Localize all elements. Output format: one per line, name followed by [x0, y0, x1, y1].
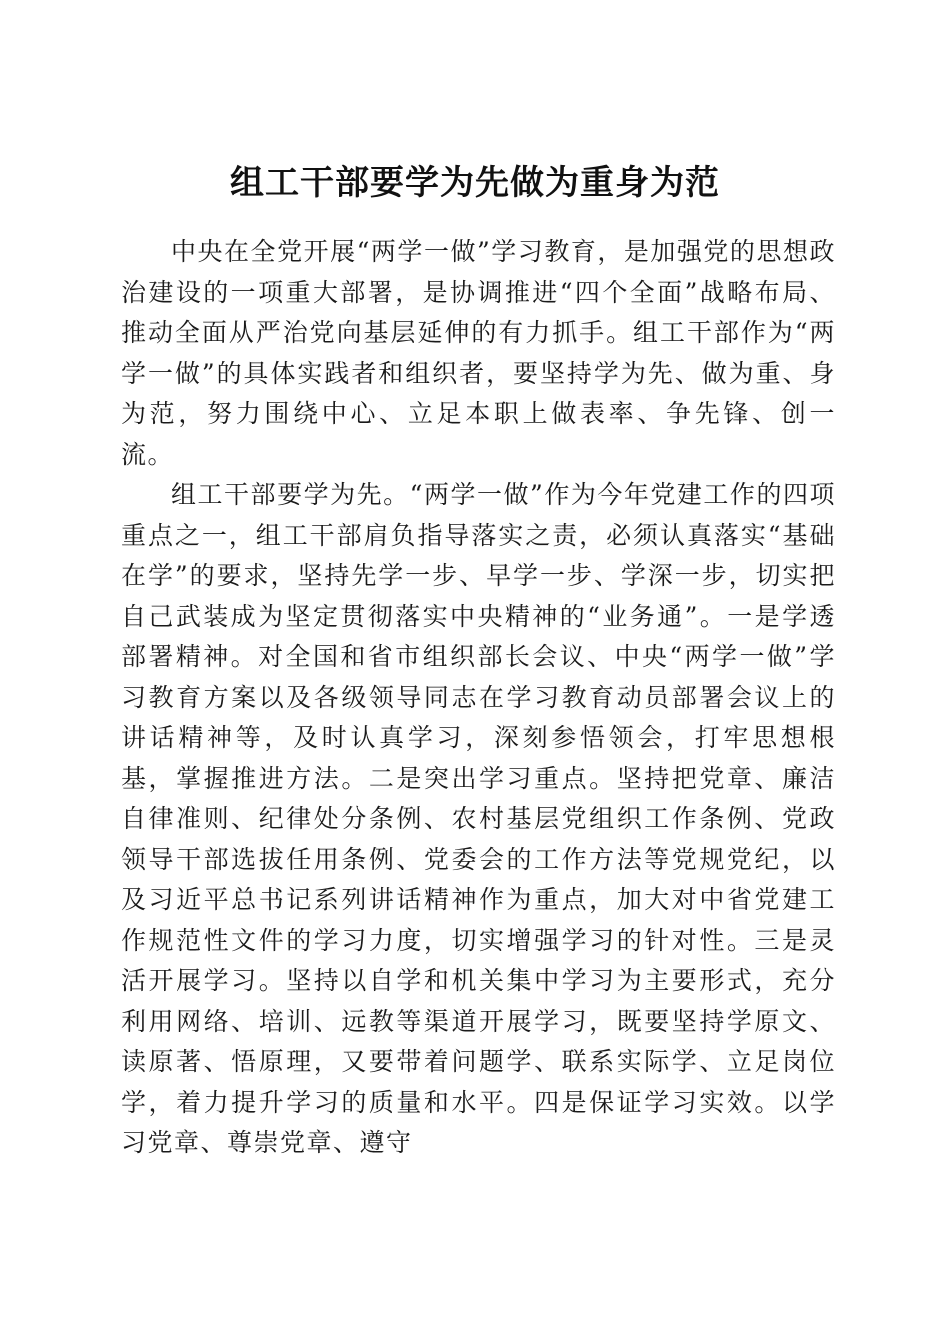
- document-title: 组工干部要学为先做为重身为范: [230, 162, 720, 203]
- paragraph-intro: 中央在全党开展“两学一做”学习教育，是加强党的思想政治建设的一项重大部署，是协调推进“四个全面”战略布局、推动全面从严治党向基层延伸的有力抓手。组工干部作为“两学一做”的具体实践者和组织者，要坚持学为先、做为重、身为范，努力围绕中心、立足本职上做表率、争先锋、创一流。: [121, 237, 836, 469]
- paragraph-study-first: 组工干部要学为先。“两学一做”作为今年党建工作的四项重点之一，组工干部肩负指导落实之责，必须认真落实“基础在学”的要求，坚持先学一步、早学一步、学深一步，切实把自己武装成为坚定贯彻落实中央精神的“业务通”。一是学透部署精神。对全国和省市组织部长会议、中央“两学一做”学习教育方案以及各级领导同志在学习教育动员部署会议上的讲话精神等，及时认真学习，深刻参悟领会，打牢思想根基，掌握推进方法。二是突出学习重点。坚持把党章、廉洁自律准则、纪律处分条例、农村基层党组织工作条例、党政领导干部选拔任用条例、党委会的工作方法等党规党纪，以及习近平总书记系列讲话精神作为重点，加大对中省党建工作规范性文件的学习力度，切实增强学习的针对性。三是灵活开展学习。坚持以自学和机关集中学习为主要形式，充分利用网络、培训、远教等渠道开展学习，既要坚持学原文、读原著、悟原理，又要带着问题学、联系实际学、立足岗位学，着力提升学习的质量和水平。四是保证学习实效。以学习党章、尊崇党章、遵守: [121, 480, 836, 1157]
- document-body: [121, 232, 836, 1164]
